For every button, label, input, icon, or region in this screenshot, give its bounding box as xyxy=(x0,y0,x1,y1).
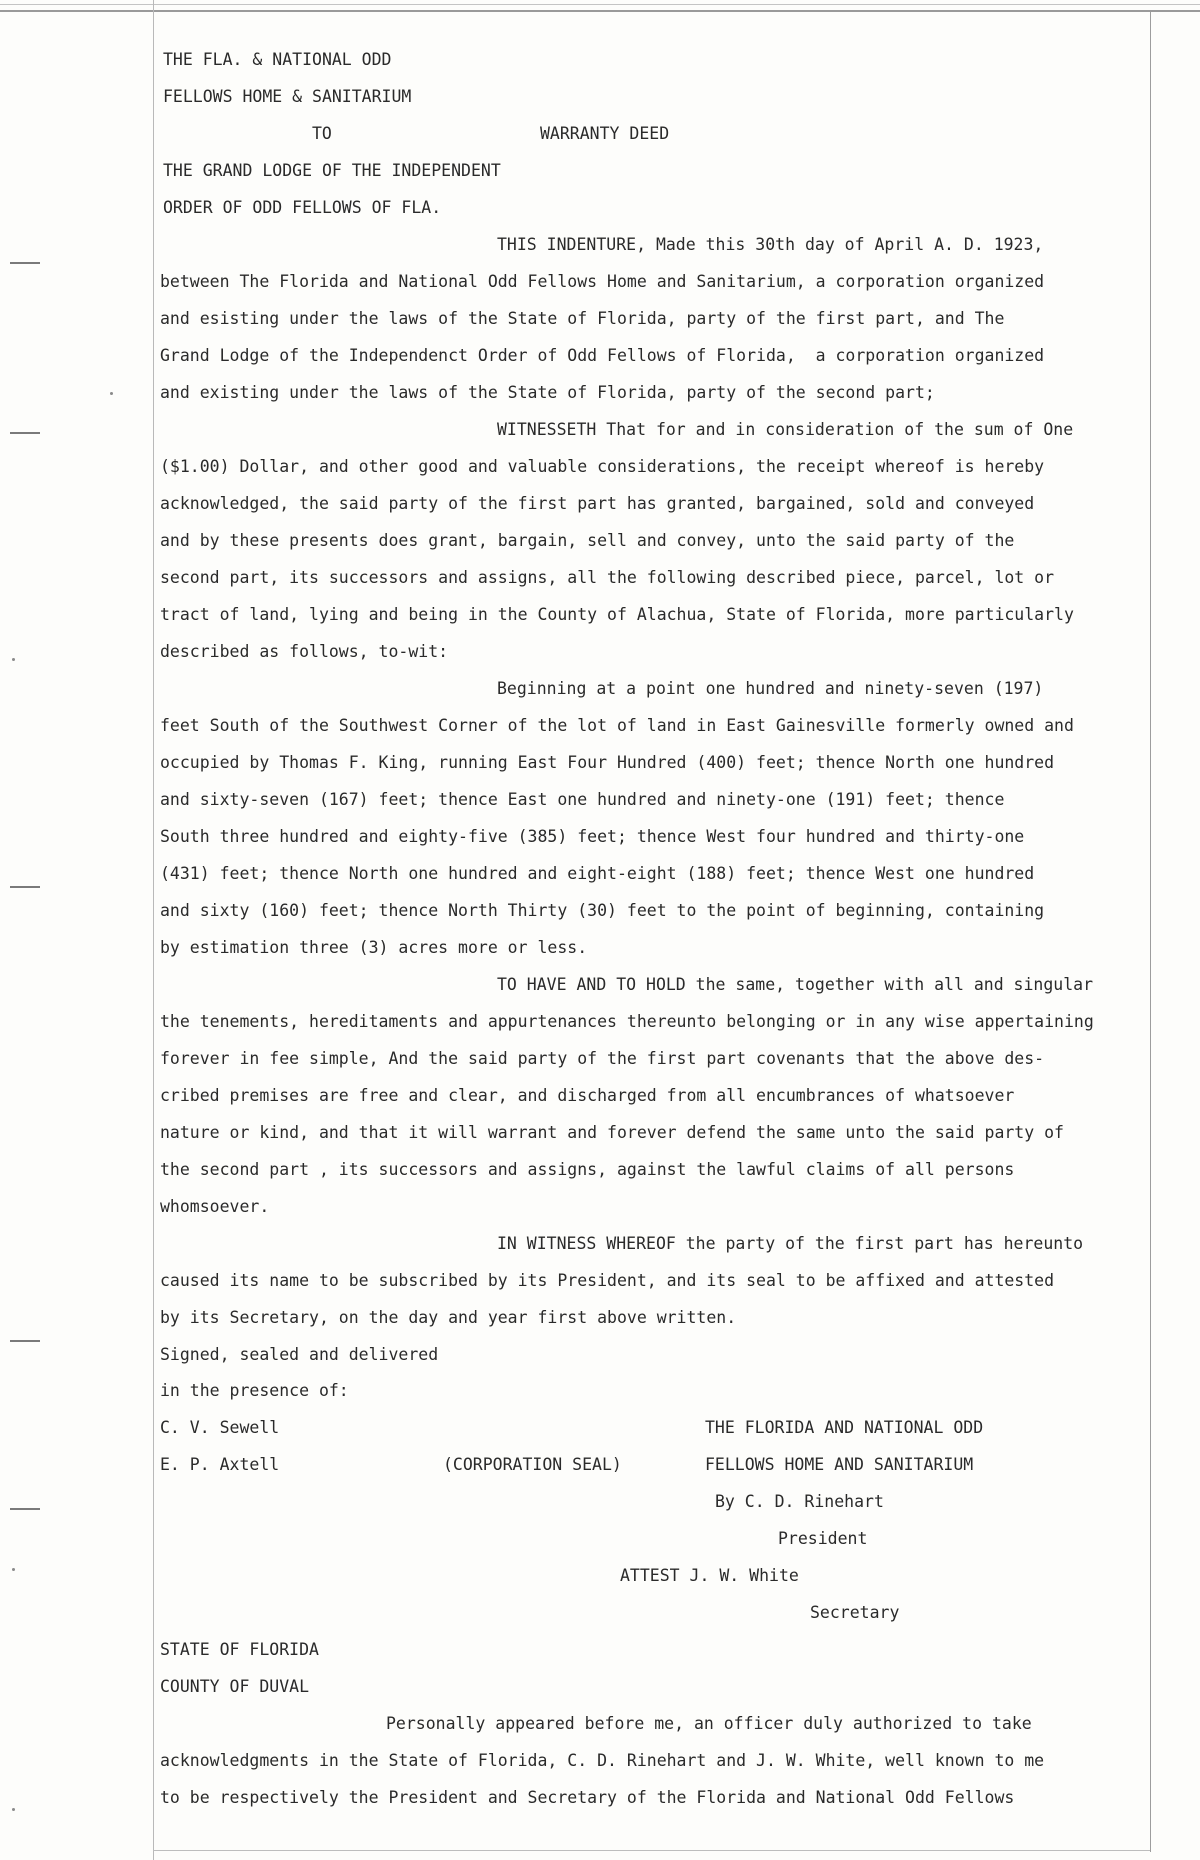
body-line: the second part , its successors and assigns, against the lawful claims of all persons xyxy=(160,1160,1015,1179)
body-line: and sixty (160) feet; thence North Thirty (30) feet to the point of beginning, containing xyxy=(160,901,1045,920)
body-line: described as follows, to-wit: xyxy=(160,642,449,661)
corporation-seal: (CORPORATION SEAL) xyxy=(443,1455,622,1474)
witness-name: E. P. Axtell xyxy=(160,1455,280,1474)
corporation-name-line-2: FELLOWS HOME AND SANITARIUM xyxy=(705,1455,974,1474)
body-line: Grand Lodge of the Independenct Order of Odd Fellows of Florida, a corporation organized xyxy=(160,346,1045,365)
attest-secretary: ATTEST J. W. White xyxy=(620,1566,799,1585)
body-line: and esisting under the laws of the State of Florida, party of the first part, and The xyxy=(160,309,1005,328)
signatory-president: By C. D. Rinehart xyxy=(715,1492,884,1511)
acknowledgment-line: Personally appeared before me, an officer duly authorized to take xyxy=(386,1714,1032,1733)
document-type: WARRANTY DEED xyxy=(540,124,670,143)
acknowledgment-line: to be respectively the President and Secretary of the Florida and National Odd Fellows xyxy=(160,1788,1015,1807)
venue-county: COUNTY OF DUVAL xyxy=(160,1677,310,1696)
body-line: THIS INDENTURE, Made this 30th day of April A. D. 1923, xyxy=(497,235,1044,254)
grantee-line-1: THE GRAND LODGE OF THE INDEPENDENT xyxy=(163,161,501,180)
grantor-line-1: THE FLA. & NATIONAL ODD xyxy=(163,50,392,69)
witness-name: C. V. Sewell xyxy=(160,1418,280,1437)
body-line: acknowledged, the said party of the first part has granted, bargained, sold and conveyed xyxy=(160,494,1035,513)
body-line: South three hundred and eighty-five (385) feet; thence West four hundred and thirty-one xyxy=(160,827,1025,846)
body-line: the tenements, hereditaments and appurtenances thereunto belonging or in any wise appertaining xyxy=(160,1012,1094,1031)
body-line: whomsoever. xyxy=(160,1197,270,1216)
body-line: feet South of the Southwest Corner of the lot of land in East Gainesville formerly owned and xyxy=(160,716,1074,735)
body-line: forever in fee simple, And the said party of the first part covenants that the above des- xyxy=(160,1049,1045,1068)
venue-state: STATE OF FLORIDA xyxy=(160,1640,319,1659)
title-president: President xyxy=(778,1529,868,1548)
body-line: nature or kind, and that it will warrant and forever defend the same unto the said party of xyxy=(160,1123,1064,1142)
body-line: in the presence of: xyxy=(160,1381,349,1400)
body-line: Signed, sealed and delivered xyxy=(160,1345,439,1364)
body-line: TO HAVE AND TO HOLD the same, together with all and singular xyxy=(497,975,1094,994)
body-line: tract of land, lying and being in the County of Alachua, State of Florida, more particularly xyxy=(160,605,1074,624)
to-label: TO xyxy=(312,124,332,143)
body-line: Beginning at a point one hundred and ninety-seven (197) xyxy=(497,679,1044,698)
acknowledgment-line: acknowledgments in the State of Florida, C. D. Rinehart and J. W. White, well known to me xyxy=(160,1751,1045,1770)
body-line: ($1.00) Dollar, and other good and valuable considerations, the receipt whereof is hereby xyxy=(160,457,1045,476)
grantee-line-2: ORDER OF ODD FELLOWS OF FLA. xyxy=(163,198,442,217)
body-line: WITNESSETH That for and in consideration of the sum of One xyxy=(497,420,1074,439)
body-line: by estimation three (3) acres more or less. xyxy=(160,938,588,957)
body-line: (431) feet; thence North one hundred and eight-eight (188) feet; thence West one hundred xyxy=(160,864,1035,883)
title-secretary: Secretary xyxy=(810,1603,900,1622)
body-line: caused its name to be subscribed by its President, and its seal to be affixed and attested xyxy=(160,1271,1055,1290)
body-line: IN WITNESS WHEREOF the party of the first part has hereunto xyxy=(497,1234,1084,1253)
body-line: and existing under the laws of the State of Florida, party of the second part; xyxy=(160,383,935,402)
body-line: second part, its successors and assigns, all the following described piece, parcel, lot or xyxy=(160,568,1055,587)
corporation-name-line-1: THE FLORIDA AND NATIONAL ODD xyxy=(705,1418,984,1437)
grantor-line-2: FELLOWS HOME & SANITARIUM xyxy=(163,87,412,106)
body-line: cribed premises are free and clear, and discharged from all encumbrances of whatsoever xyxy=(160,1086,1015,1105)
body-line: by its Secretary, on the day and year first above written. xyxy=(160,1308,737,1327)
body-line: and sixty-seven (167) feet; thence East one hundred and ninety-one (191) feet; thence xyxy=(160,790,1005,809)
body-line: between The Florida and National Odd Fellows Home and Sanitarium, a corporation organized xyxy=(160,272,1045,291)
body-line: and by these presents does grant, bargain, sell and convey, unto the said party of the xyxy=(160,531,1015,550)
body-line: occupied by Thomas F. King, running East Four Hundred (400) feet; thence North one hundred xyxy=(160,753,1055,772)
